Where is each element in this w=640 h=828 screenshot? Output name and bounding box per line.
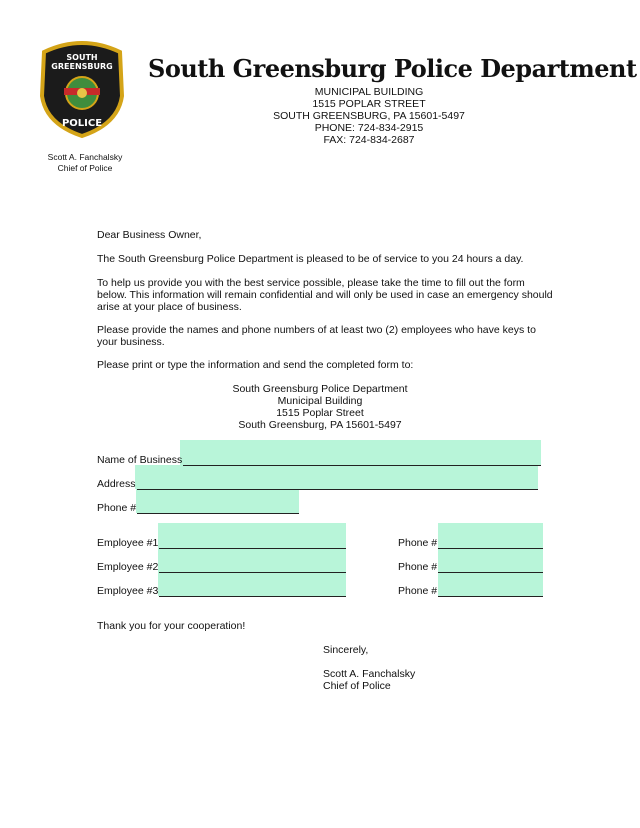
chief-caption <box>30 152 140 174</box>
badge-icon <box>38 38 126 138</box>
mailing-address-line: Municipal Building <box>277 395 363 407</box>
employee-2-label: Employee #2 <box>97 561 159 573</box>
paragraph-intro: The South Greensburg Police Department is pleased to be of service to you 24 hours a day. <box>97 253 524 265</box>
employee-2-phone-field <box>398 561 543 573</box>
employee-1-line <box>159 538 346 549</box>
employee-3-label: Employee #3 <box>97 585 159 597</box>
fax-line: FAX: 724-834-2687 <box>323 134 415 146</box>
svg-text:GREENSBURG: GREENSBURG <box>51 62 113 71</box>
phone-label: Phone # <box>97 502 137 514</box>
paragraph-send: Please print or type the information and send the completed form to: <box>97 359 414 371</box>
employee-1-phone-line <box>438 538 543 549</box>
paragraph-employees: Please provide the names and phone numbers of at least two (2) employees who have keys to your business. <box>97 324 536 348</box>
employee-2-phone-line <box>438 562 543 573</box>
mailing-address <box>200 383 440 431</box>
employee-1-phone-field <box>398 537 543 549</box>
address-line: MUNICIPAL BUILDING <box>314 86 424 98</box>
address-line-rule <box>137 479 538 490</box>
employee-3-phone-field <box>398 585 543 597</box>
svg-text:POLICE: POLICE <box>61 118 103 129</box>
sincerely-text: Sincerely, <box>323 644 369 656</box>
department-address <box>268 86 470 146</box>
phone-line: PHONE: 724-834-2915 <box>314 122 424 134</box>
mailing-address-line: South Greensburg Police Department <box>232 383 408 395</box>
police-badge-logo <box>38 38 126 138</box>
employee-1-field <box>97 537 346 549</box>
business-name-line <box>183 455 541 466</box>
address-line: SOUTH GREENSBURG, PA 15601-5497 <box>273 110 465 122</box>
employee-3-phone-line <box>438 586 543 597</box>
chief-title: Chief of Police <box>57 163 113 173</box>
business-name-label: Name of Business <box>97 454 183 466</box>
thank-you-text: Thank you for your cooperation! <box>97 620 246 632</box>
employee-2-line <box>159 562 346 573</box>
address-line: 1515 POPLAR STREET <box>312 98 426 110</box>
employee-2-field <box>97 561 346 573</box>
svg-text:SOUTH: SOUTH <box>66 53 98 62</box>
chief-name: Scott A. Fanchalsky <box>47 152 123 162</box>
business-name-field <box>97 454 541 466</box>
employee-1-phone-label: Phone # <box>398 537 438 549</box>
signature-name: Scott A. Fanchalsky <box>323 668 416 680</box>
employee-2-phone-label: Phone # <box>398 561 438 573</box>
phone-line-rule <box>137 503 299 514</box>
paragraph-request: To help us provide you with the best service possible, please take the time to fill out the form below. This information will remain confidential and will only be used in case an emergency should arise at your place of business. <box>97 277 553 313</box>
address-field <box>97 478 538 490</box>
phone-field <box>97 502 299 514</box>
address-label: Address <box>97 478 136 490</box>
employee-3-line <box>159 586 346 597</box>
salutation: Dear Business Owner, <box>97 229 202 241</box>
employee-1-label: Employee #1 <box>97 537 159 549</box>
signature-title: Chief of Police <box>323 680 391 692</box>
employee-3-field <box>97 585 346 597</box>
mailing-address-line: South Greensburg, PA 15601-5497 <box>238 419 402 431</box>
department-title: South Greensburg Police Department <box>148 54 637 83</box>
mailing-address-line: 1515 Poplar Street <box>276 407 364 419</box>
employee-3-phone-label: Phone # <box>398 585 438 597</box>
